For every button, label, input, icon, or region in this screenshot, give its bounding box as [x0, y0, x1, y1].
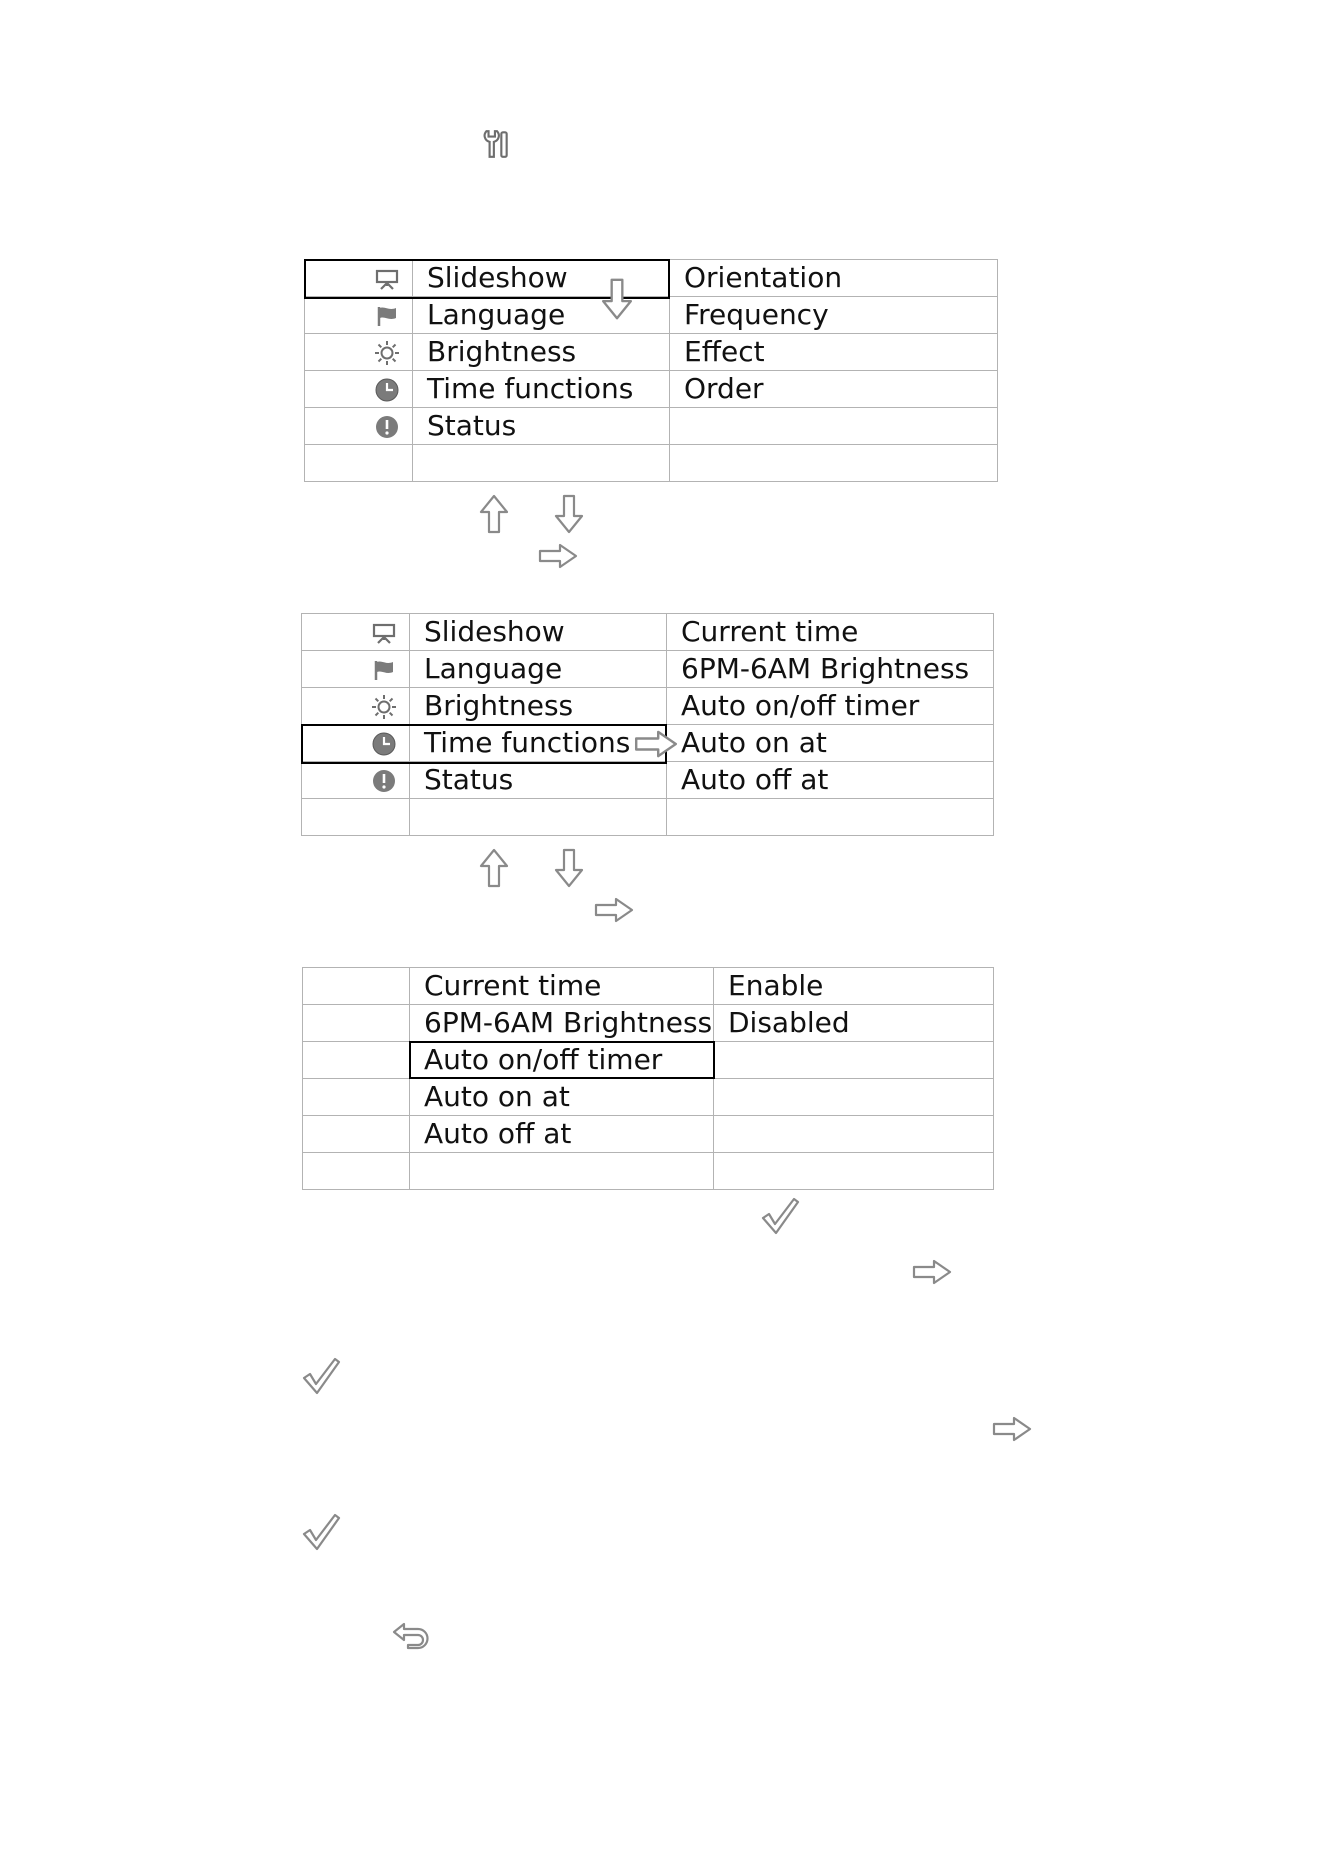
checkmark-icon — [760, 1196, 800, 1236]
table-row[interactable] — [303, 1005, 994, 1042]
menu-item-label[interactable]: Time functions — [410, 725, 667, 762]
clock-icon — [374, 377, 400, 403]
menu-item-label[interactable]: Status — [410, 762, 667, 799]
checkmark-icon — [301, 1356, 341, 1396]
table-row[interactable] — [302, 762, 994, 799]
sun-icon — [374, 340, 400, 366]
option-label[interactable]: Disabled — [714, 1005, 994, 1042]
table-row[interactable] — [302, 688, 994, 725]
menu-item-label — [410, 799, 667, 836]
table-row[interactable] — [302, 651, 994, 688]
submenu-item-label[interactable]: Frequency — [670, 297, 998, 334]
menu-item-label[interactable]: Language — [413, 297, 670, 334]
table-row[interactable] — [305, 408, 998, 445]
down-arrow-icon — [554, 494, 584, 534]
table-row[interactable] — [302, 614, 994, 651]
tools-icon — [480, 128, 512, 160]
down-arrow-icon — [601, 277, 633, 321]
right-arrow-icon — [992, 1416, 1032, 1442]
up-arrow-icon — [479, 848, 509, 888]
table-row — [302, 799, 994, 836]
table-row[interactable] — [303, 1042, 994, 1079]
submenu-item-label[interactable] — [670, 408, 998, 445]
right-arrow-icon — [912, 1259, 952, 1285]
option-label — [714, 1153, 994, 1190]
clock-icon — [371, 731, 397, 757]
sun-icon — [371, 694, 397, 720]
time-functions-menu-table — [301, 613, 994, 836]
option-label — [714, 1079, 994, 1116]
submenu-item-label[interactable]: Auto on at — [667, 725, 994, 762]
slideshow-icon — [374, 266, 400, 292]
info-icon — [374, 414, 400, 440]
menu-item-label[interactable]: Auto off at — [410, 1116, 714, 1153]
back-icon — [390, 1620, 430, 1650]
right-arrow-icon — [634, 729, 678, 759]
submenu-item-label[interactable]: Order — [670, 371, 998, 408]
submenu-item-label — [670, 445, 998, 482]
submenu-item-label — [667, 799, 994, 836]
slideshow-icon — [371, 620, 397, 646]
menu-item-label — [410, 1153, 714, 1190]
table-row[interactable] — [305, 371, 998, 408]
submenu-item-label[interactable]: Effect — [670, 334, 998, 371]
info-icon — [371, 768, 397, 794]
table-row[interactable] — [303, 968, 994, 1005]
submenu-item-label[interactable]: Orientation — [670, 260, 998, 297]
menu-item-label[interactable]: Time functions — [413, 371, 670, 408]
main-menu-table — [304, 259, 998, 482]
down-arrow-icon — [554, 848, 584, 888]
option-label — [714, 1116, 994, 1153]
menu-item-label[interactable]: Slideshow — [410, 614, 667, 651]
submenu-item-label[interactable]: Current time — [667, 614, 994, 651]
menu-item-label[interactable]: Brightness — [410, 688, 667, 725]
menu-item-label[interactable]: Status — [413, 408, 670, 445]
option-label — [714, 1042, 994, 1079]
checkmark-icon — [301, 1512, 341, 1552]
table-row[interactable] — [303, 1116, 994, 1153]
option-label[interactable]: Enable — [714, 968, 994, 1005]
menu-item-label[interactable]: Auto on/off timer — [410, 1042, 714, 1079]
table-row[interactable] — [303, 1079, 994, 1116]
right-arrow-icon — [538, 543, 578, 569]
flag-icon — [371, 657, 397, 683]
table-row[interactable] — [305, 297, 998, 334]
menu-item-label[interactable]: Brightness — [413, 334, 670, 371]
menu-item-label[interactable]: 6PM-6AM Brightness — [410, 1005, 714, 1042]
timer-submenu-table — [302, 967, 994, 1190]
table-row[interactable] — [305, 334, 998, 371]
right-arrow-icon — [594, 897, 634, 923]
flag-icon — [374, 303, 400, 329]
submenu-item-label[interactable]: 6PM-6AM Brightness — [667, 651, 994, 688]
menu-item-label[interactable]: Slideshow — [413, 260, 670, 297]
table-row — [305, 445, 998, 482]
up-arrow-icon — [479, 494, 509, 534]
menu-item-label[interactable]: Current time — [410, 968, 714, 1005]
table-row — [303, 1153, 994, 1190]
menu-item-label[interactable]: Auto on at — [410, 1079, 714, 1116]
table-row[interactable] — [305, 260, 998, 297]
menu-item-label — [413, 445, 670, 482]
submenu-item-label[interactable]: Auto on/off timer — [667, 688, 994, 725]
submenu-item-label[interactable]: Auto off at — [667, 762, 994, 799]
menu-item-label[interactable]: Language — [410, 651, 667, 688]
